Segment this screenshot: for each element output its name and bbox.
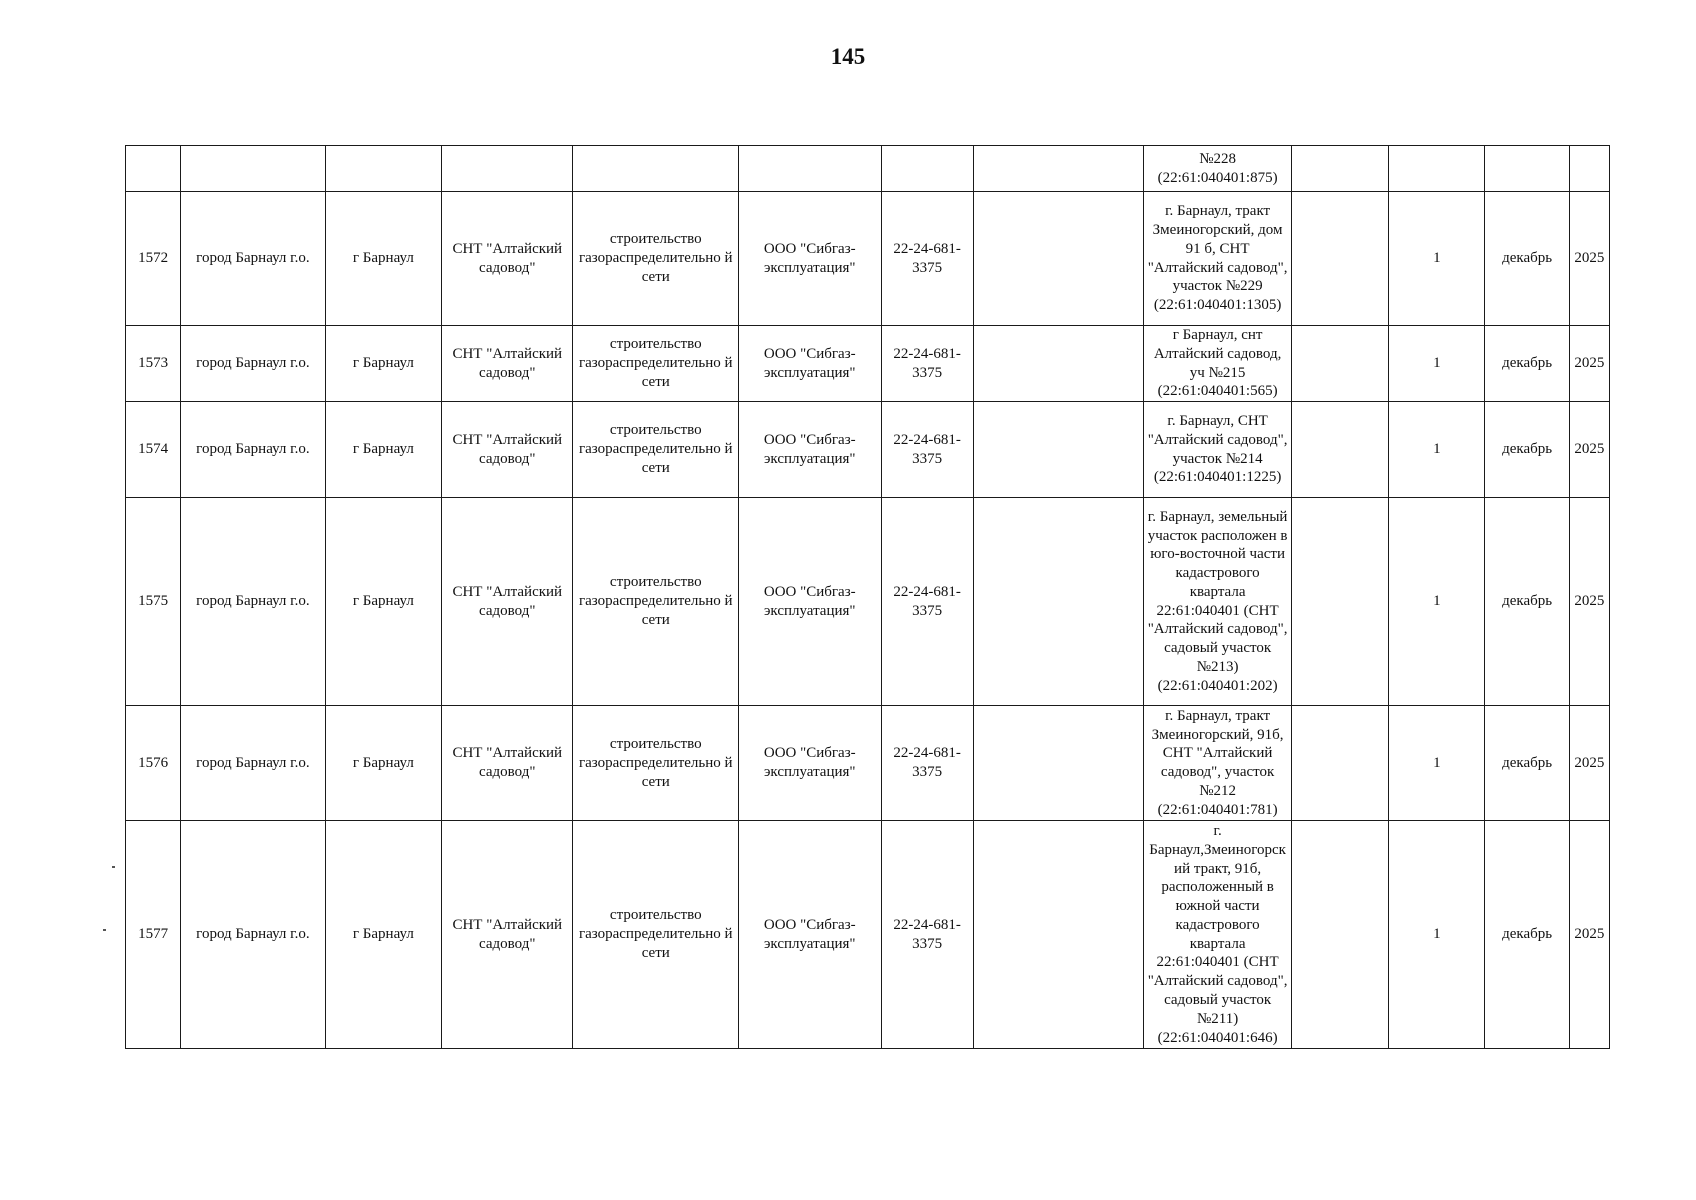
object-cell: СНТ "Алтайский садовод" — [442, 402, 573, 498]
row-number-cell: 1577 — [126, 821, 181, 1049]
address-cell: г. Барнаул, тракт Змеиногорский, дом 91 б, СНТ "Алтайский садовод", участок №229 (22:61:040401:1305) — [1144, 192, 1291, 326]
year-cell — [1569, 146, 1609, 192]
work-type-cell: строительство газораспределительно й сети — [573, 402, 739, 498]
year-cell: 2025 — [1569, 326, 1609, 402]
work-type-cell: строительство газораспределительно й сети — [573, 326, 739, 402]
work-type-cell: строительство газораспределительно й сети — [573, 821, 739, 1049]
row-number-cell: 1572 — [126, 192, 181, 326]
address-cell: №228 (22:61:040401:875) — [1144, 146, 1291, 192]
empty-cell — [973, 498, 1144, 706]
code-cell: 22-24-681-3375 — [881, 402, 973, 498]
settlement-cell: г Барнаул — [325, 498, 441, 706]
page-number: 145 — [830, 44, 866, 69]
code-cell: 22-24-681-3375 — [881, 192, 973, 326]
empty-cell — [973, 192, 1144, 326]
extra-cell — [1291, 821, 1388, 1049]
municipality-cell: город Барнаул г.о. — [181, 192, 325, 326]
count-cell: 1 — [1389, 402, 1485, 498]
address-cell: г. Барнаул, земельный участок расположен в юго-восточной части кадастрового квартала 22:61:040401 (СНТ "Алтайский садовод", садовый участок №213) (22:61:040401:202) — [1144, 498, 1291, 706]
organization-cell — [739, 146, 881, 192]
year-cell: 2025 — [1569, 402, 1609, 498]
municipality-cell: город Барнаул г.о. — [181, 402, 325, 498]
empty-cell — [973, 402, 1144, 498]
table-row — [126, 146, 1610, 192]
municipality-cell: город Барнаул г.о. — [181, 706, 325, 821]
organization-cell: ООО "Сибгаз-эксплуатация" — [739, 192, 881, 326]
extra-cell — [1291, 706, 1388, 821]
settlement-cell: г Барнаул — [325, 402, 441, 498]
object-cell — [442, 146, 573, 192]
year-cell: 2025 — [1569, 498, 1609, 706]
empty-cell — [973, 706, 1144, 821]
count-cell: 1 — [1389, 821, 1485, 1049]
count-cell: 1 — [1389, 326, 1485, 402]
settlement-cell: г Барнаул — [325, 192, 441, 326]
month-cell: декабрь — [1485, 498, 1569, 706]
year-cell: 2025 — [1569, 821, 1609, 1049]
object-cell: СНТ "Алтайский садовод" — [442, 706, 573, 821]
table-row — [126, 821, 1610, 1049]
address-cell: г. Барнаул,Змеиногорский тракт, 91б, расположенный в южной части кадастрового квартала 22:61:040401 (СНТ "Алтайский садовод", садовый участок №211) (22:61:040401:646) — [1144, 821, 1291, 1049]
organization-cell: ООО "Сибгаз-эксплуатация" — [739, 402, 881, 498]
address-cell: г Барнаул, снт Алтайский садовод, уч №215 (22:61:040401:565) — [1144, 326, 1291, 402]
code-cell: 22-24-681-3375 — [881, 821, 973, 1049]
month-cell: декабрь — [1485, 821, 1569, 1049]
year-cell: 2025 — [1569, 706, 1609, 821]
register-table-body — [126, 146, 1610, 1049]
organization-cell: ООО "Сибгаз-эксплуатация" — [739, 498, 881, 706]
table-row — [126, 706, 1610, 821]
row-number-cell: 1574 — [126, 402, 181, 498]
empty-cell — [973, 146, 1144, 192]
object-cell: СНТ "Алтайский садовод" — [442, 821, 573, 1049]
count-cell — [1389, 146, 1485, 192]
count-cell: 1 — [1389, 498, 1485, 706]
month-cell — [1485, 146, 1569, 192]
extra-cell — [1291, 326, 1388, 402]
extra-cell — [1291, 402, 1388, 498]
object-cell: СНТ "Алтайский садовод" — [442, 326, 573, 402]
object-cell: СНТ "Алтайский садовод" — [442, 192, 573, 326]
code-cell: 22-24-681-3375 — [881, 326, 973, 402]
table-row — [126, 192, 1610, 326]
month-cell: декабрь — [1485, 192, 1569, 326]
organization-cell: ООО "Сибгаз-эксплуатация" — [739, 326, 881, 402]
empty-cell — [973, 326, 1144, 402]
register-table — [125, 145, 1610, 1049]
table-row — [126, 402, 1610, 498]
count-cell: 1 — [1389, 192, 1485, 326]
municipality-cell: город Барнаул г.о. — [181, 326, 325, 402]
month-cell: декабрь — [1485, 402, 1569, 498]
address-cell: г. Барнаул, СНТ "Алтайский садовод", участок №214 (22:61:040401:1225) — [1144, 402, 1291, 498]
row-number-cell: 1575 — [126, 498, 181, 706]
code-cell: 22-24-681-3375 — [881, 498, 973, 706]
extra-cell — [1291, 146, 1388, 192]
month-cell: декабрь — [1485, 326, 1569, 402]
code-cell: 22-24-681-3375 — [881, 706, 973, 821]
table-row — [126, 498, 1610, 706]
extra-cell — [1291, 498, 1388, 706]
organization-cell: ООО "Сибгаз-эксплуатация" — [739, 821, 881, 1049]
settlement-cell: г Барнаул — [325, 821, 441, 1049]
table-row — [126, 326, 1610, 402]
settlement-cell: г Барнаул — [325, 706, 441, 821]
address-cell: г. Барнаул, тракт Змеиногорский, 91б, СНТ "Алтайский садовод", участок №212 (22:61:040401:781) — [1144, 706, 1291, 821]
organization-cell: ООО "Сибгаз-эксплуатация" — [739, 706, 881, 821]
settlement-cell — [325, 146, 441, 192]
row-number-cell: 1576 — [126, 706, 181, 821]
code-cell — [881, 146, 973, 192]
work-type-cell: строительство газораспределительно й сети — [573, 192, 739, 326]
scan-speck — [103, 929, 106, 931]
work-type-cell: строительство газораспределительно й сети — [573, 498, 739, 706]
month-cell: декабрь — [1485, 706, 1569, 821]
municipality-cell: город Барнаул г.о. — [181, 498, 325, 706]
object-cell: СНТ "Алтайский садовод" — [442, 498, 573, 706]
extra-cell — [1291, 192, 1388, 326]
work-type-cell — [573, 146, 739, 192]
year-cell: 2025 — [1569, 192, 1609, 326]
row-number-cell: 1573 — [126, 326, 181, 402]
empty-cell — [973, 821, 1144, 1049]
count-cell: 1 — [1389, 706, 1485, 821]
scan-speck — [112, 866, 115, 868]
work-type-cell: строительство газораспределительно й сети — [573, 706, 739, 821]
row-number-cell — [126, 146, 181, 192]
municipality-cell: город Барнаул г.о. — [181, 821, 325, 1049]
municipality-cell — [181, 146, 325, 192]
settlement-cell: г Барнаул — [325, 326, 441, 402]
